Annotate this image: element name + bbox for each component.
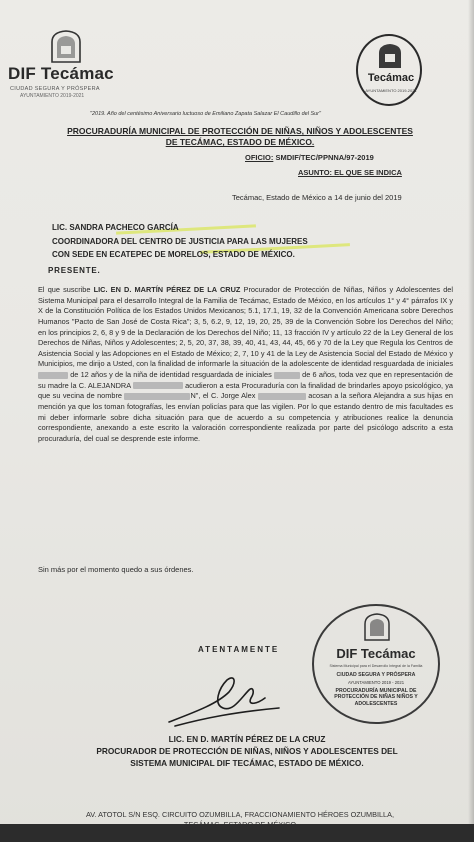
logo-sub: AYUNTAMIENTO 2019-2021 — [365, 88, 417, 93]
background-surface — [0, 824, 474, 842]
addressee-location: CON SEDE EN ECATEPEC DE MORELOS, ESTADO DE MÉXICO. — [52, 250, 295, 259]
letter-date: Tecámac, Estado de México a 14 de junio del 2019 — [232, 193, 402, 202]
redaction-mark — [258, 393, 306, 400]
tecamac-logo — [356, 34, 422, 106]
logo-brand: DIF Tecámac — [8, 64, 114, 83]
body-text: de 12 años y de la niña de identidad resguardada de iniciales — [68, 370, 274, 379]
office-title: PROCURADURÍA MUNICIPAL DE PROTECCIÓN DE NIÑAS, NIÑOS Y ADOLESCENTES DE TECÁMAC, ESTADO DE MÉXICO. — [67, 126, 413, 147]
redaction-mark — [274, 372, 300, 379]
body-author-name: LIC. EN D. MARTÍN PÉREZ DE LA CRUZ — [93, 285, 241, 294]
crest-icon — [362, 612, 392, 642]
letter-body — [38, 285, 453, 444]
body-text: de 6 años, toda vez que en representación de su madre la C. ALEJANDRA — [38, 370, 453, 390]
crest-icon — [376, 42, 404, 70]
logo-sub: AYUNTAMIENTO 2019-2021 — [20, 93, 85, 99]
body-text: El que suscribe — [38, 285, 94, 294]
asunto-line: ASUNTO: EL QUE SE INDICA — [298, 168, 402, 177]
signer-name: LIC. EN D. MARTÍN PÉREZ DE LA CRUZ — [168, 734, 326, 744]
stamp-city: CIUDAD SEGURA Y PRÓSPERA — [336, 672, 416, 678]
official-stamp — [312, 604, 440, 724]
greeting: PRESENTE. — [48, 266, 101, 275]
closing-line: Sin más por el momento quedo a sus órdenes. — [38, 565, 194, 574]
signer-title: SISTEMA MUNICIPAL DIF TECÁMAC, ESTADO DE MÉXICO. — [130, 758, 364, 768]
stamp-office: PROCURADURÍA MUNICIPAL DE PROTECCIÓN DE NIÑAS NIÑOS Y ADOLESCENTES — [334, 688, 418, 707]
logo-brand: Tecámac — [367, 72, 415, 84]
stamp-subtitle: Sistema Municipal para el Desarrollo Integral de la Familia — [329, 664, 423, 668]
oficio-value: SMDIF/TEC/PPNNA/97-2019 — [275, 153, 374, 162]
body-text: Procurador de Protección de Niñas, Niños y Adolescentes del Sistema Municipal para el desarrollo Integral de la Familia de Tecámac, Estado de México, en los artículos 1° y 4° párrafos IX y X de la Constitución Política de los Estados Unidos Mexicanos; 5.1, 17.1, 19, 32 de la Convención Americana sobre Derechos Humanos "Pacto de San José de Costa Rica"; 3, 5, 6.2, 9, 12, 19, 20, 25, 39 de la Convención Sobre los Derechos del Niño; en los principios 2, 6, 8 y 9 de la Declaración de los Derechos del Niño; 11, 13 fracción IV y artículo 22 de la Ley General de los Derechos de Niñas, Niños y Adolescentes; 2, 5, 20, 37, 38, 39, 40, 41, 43, 44, 45, 66 y 70 de la Ley que Regula los Centros de Asistencia Social y las Adopciones en el Estado de México; 2, 7, 10 y 41 de la Ley de Asistencia Social del Estado de México y Municipios, me dirijo a Usted, con la finalidad de informarle la situación de la adolescente de identidad resguardada de iniciales — [38, 285, 454, 369]
oficio-label: OFICIO: — [245, 153, 274, 162]
signer-title: PROCURADOR DE PROTECCIÓN DE NIÑAS, NIÑOS Y ADOLESCENTES DEL — [96, 746, 398, 756]
addressee-name: LIC. SANDRA PACHECO GARCÍA — [52, 223, 179, 232]
redaction-mark — [38, 372, 68, 379]
crest-icon — [48, 28, 84, 64]
signer-block — [82, 733, 412, 769]
logo-tagline: CIUDAD SEGURA Y PRÓSPERA — [10, 86, 100, 92]
stamp-ayuntamiento: AYUNTAMIENTO 2019 - 2021 — [347, 680, 405, 685]
addressee-title: COORDINADORA DEL CENTRO DE JUSTICIA PARA LAS MUJERES — [52, 236, 308, 246]
redaction-mark — [124, 393, 190, 400]
page-edge-shadow — [468, 0, 474, 842]
stamp-brand: DIF Tecámac — [336, 646, 416, 661]
year-note: "2019. Año del centésimo Aniversario luctuoso de Emiliano Zapata Salazar El Caudillo del Sur" — [90, 111, 321, 117]
address-line: AV. ATOTOL S/N ESQ. CIRCUITO OZUMBILLA, FRACCIONAMIENTO HÉROES OZUMBILLA, — [85, 810, 395, 819]
signature-icon — [165, 668, 285, 730]
addressee-block — [52, 221, 308, 262]
body-text: N", el C. Jorge Alex — [190, 391, 258, 401]
sign-off: ATENTAMENTE — [198, 645, 280, 654]
dif-tecamac-logo — [8, 28, 123, 102]
body-text: acudieron a esta Procuraduría con la finalidad de brindarles apoyo psicológico, ya que su vecina de nombre — [38, 380, 454, 401]
redaction-mark — [133, 382, 183, 389]
body-text: acosan a la señora Alejandra a sus hijas en mención ya que los toman fotografías, les envían policías para que las vigilen. Por lo que estando dentro de mis facultades es mi deber informarle sobre dicha situación para que de acuerdo a su competencia y atribuciones realice la denuncia correspondiente, anexando a este escrito la valoración correspondiente realizada por parte del psicólogo adscrito a esta procuraduría, del cual se desprende este informe. — [38, 391, 453, 443]
oficio-line — [245, 153, 374, 162]
